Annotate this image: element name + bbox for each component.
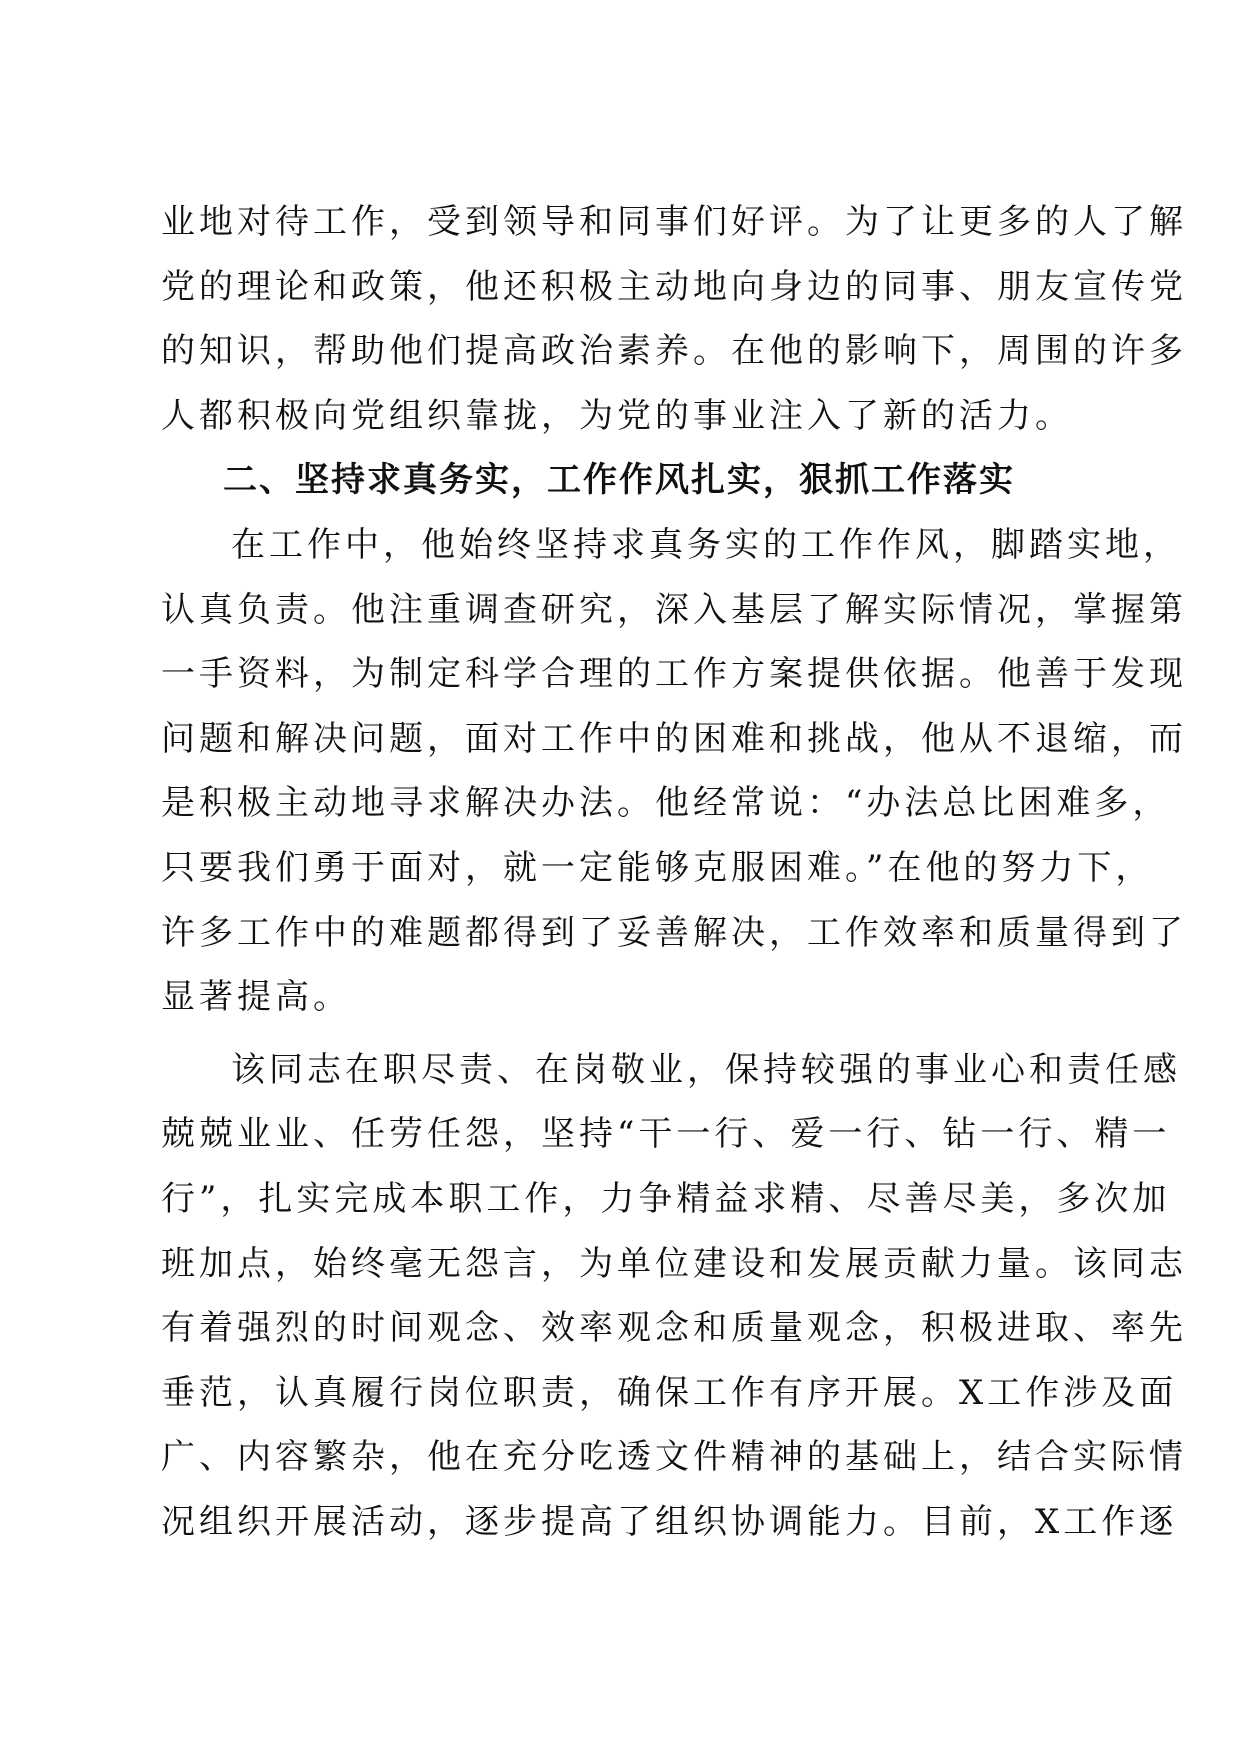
text-line: 认真负责。他注重调查研究，深入基层了解实际情况，掌握第 [161,589,1187,630]
paragraph-party-influence [161,190,1187,448]
paragraph-spacer [161,1030,1081,1038]
text-line: 显著提高。 [161,977,351,1018]
text-line: 是积极主动地寻求解决办法。他经常说：“办法总比困难多， [161,783,1171,824]
text-line: 在工作中，他始终坚持求真务实的工作作风，脚踏实地， [231,524,1181,565]
text-line: 只要我们勇于面对，就一定能够克服困难。”在他的努力下， [161,847,1154,888]
text-line: 垂范，认真履行岗位职责，确保工作有序开展。X工作涉及面 [161,1372,1178,1413]
text-line: 问题和解决问题，面对工作中的困难和挑战，他从不退缩，而 [161,718,1187,759]
text-line: 业地对待工作，受到领导和同事们好评。为了让更多的人了解 [161,202,1187,242]
paragraph-work-style [161,513,1187,1030]
text-line: 班加点，始终毫无怨言，为单位建设和发展贡献力量。该同志 [161,1243,1187,1284]
text-line: 人都积极向党组织靠拢，为党的事业注入了新的活力。 [161,395,1073,436]
text-line: 行”，扎实完成本职工作，力争精益求精、尽善尽美，多次加 [161,1178,1171,1219]
section-heading-2: 二、坚持求真务实，工作作风扎实，狠抓工作落实 [223,460,1015,501]
text-line: 有着强烈的时间观念、效率观念和质量观念，积极进取、率先 [161,1308,1187,1349]
paragraph-dedication [161,1038,1187,1555]
text-line: 许多工作中的难题都得到了妥善解决，工作效率和质量得到了 [161,912,1187,953]
document-page [161,190,1187,1554]
text-line: 党的理论和政策，他还积极主动地向身边的同事、朋友宣传党 [161,266,1187,307]
text-line: 该同志在职尽责、在岗敬业，保持较强的事业心和责任感 [231,1049,1181,1090]
text-line: 的知识，帮助他们提高政治素养。在他的影响下，周围的许多 [161,331,1187,372]
text-line: 兢兢业业、任劳任怨，坚持“干一行、爱一行、钻一行、精一 [161,1114,1171,1155]
text-line: 广、内容繁杂，他在充分吃透文件精神的基础上，结合实际情 [161,1437,1187,1478]
text-line: 一手资料，为制定科学合理的工作方案提供依据。他善于发现 [161,654,1187,695]
text-line: 况组织开展活动，逐步提高了组织协调能力。目前，X工作逐 [161,1501,1178,1542]
